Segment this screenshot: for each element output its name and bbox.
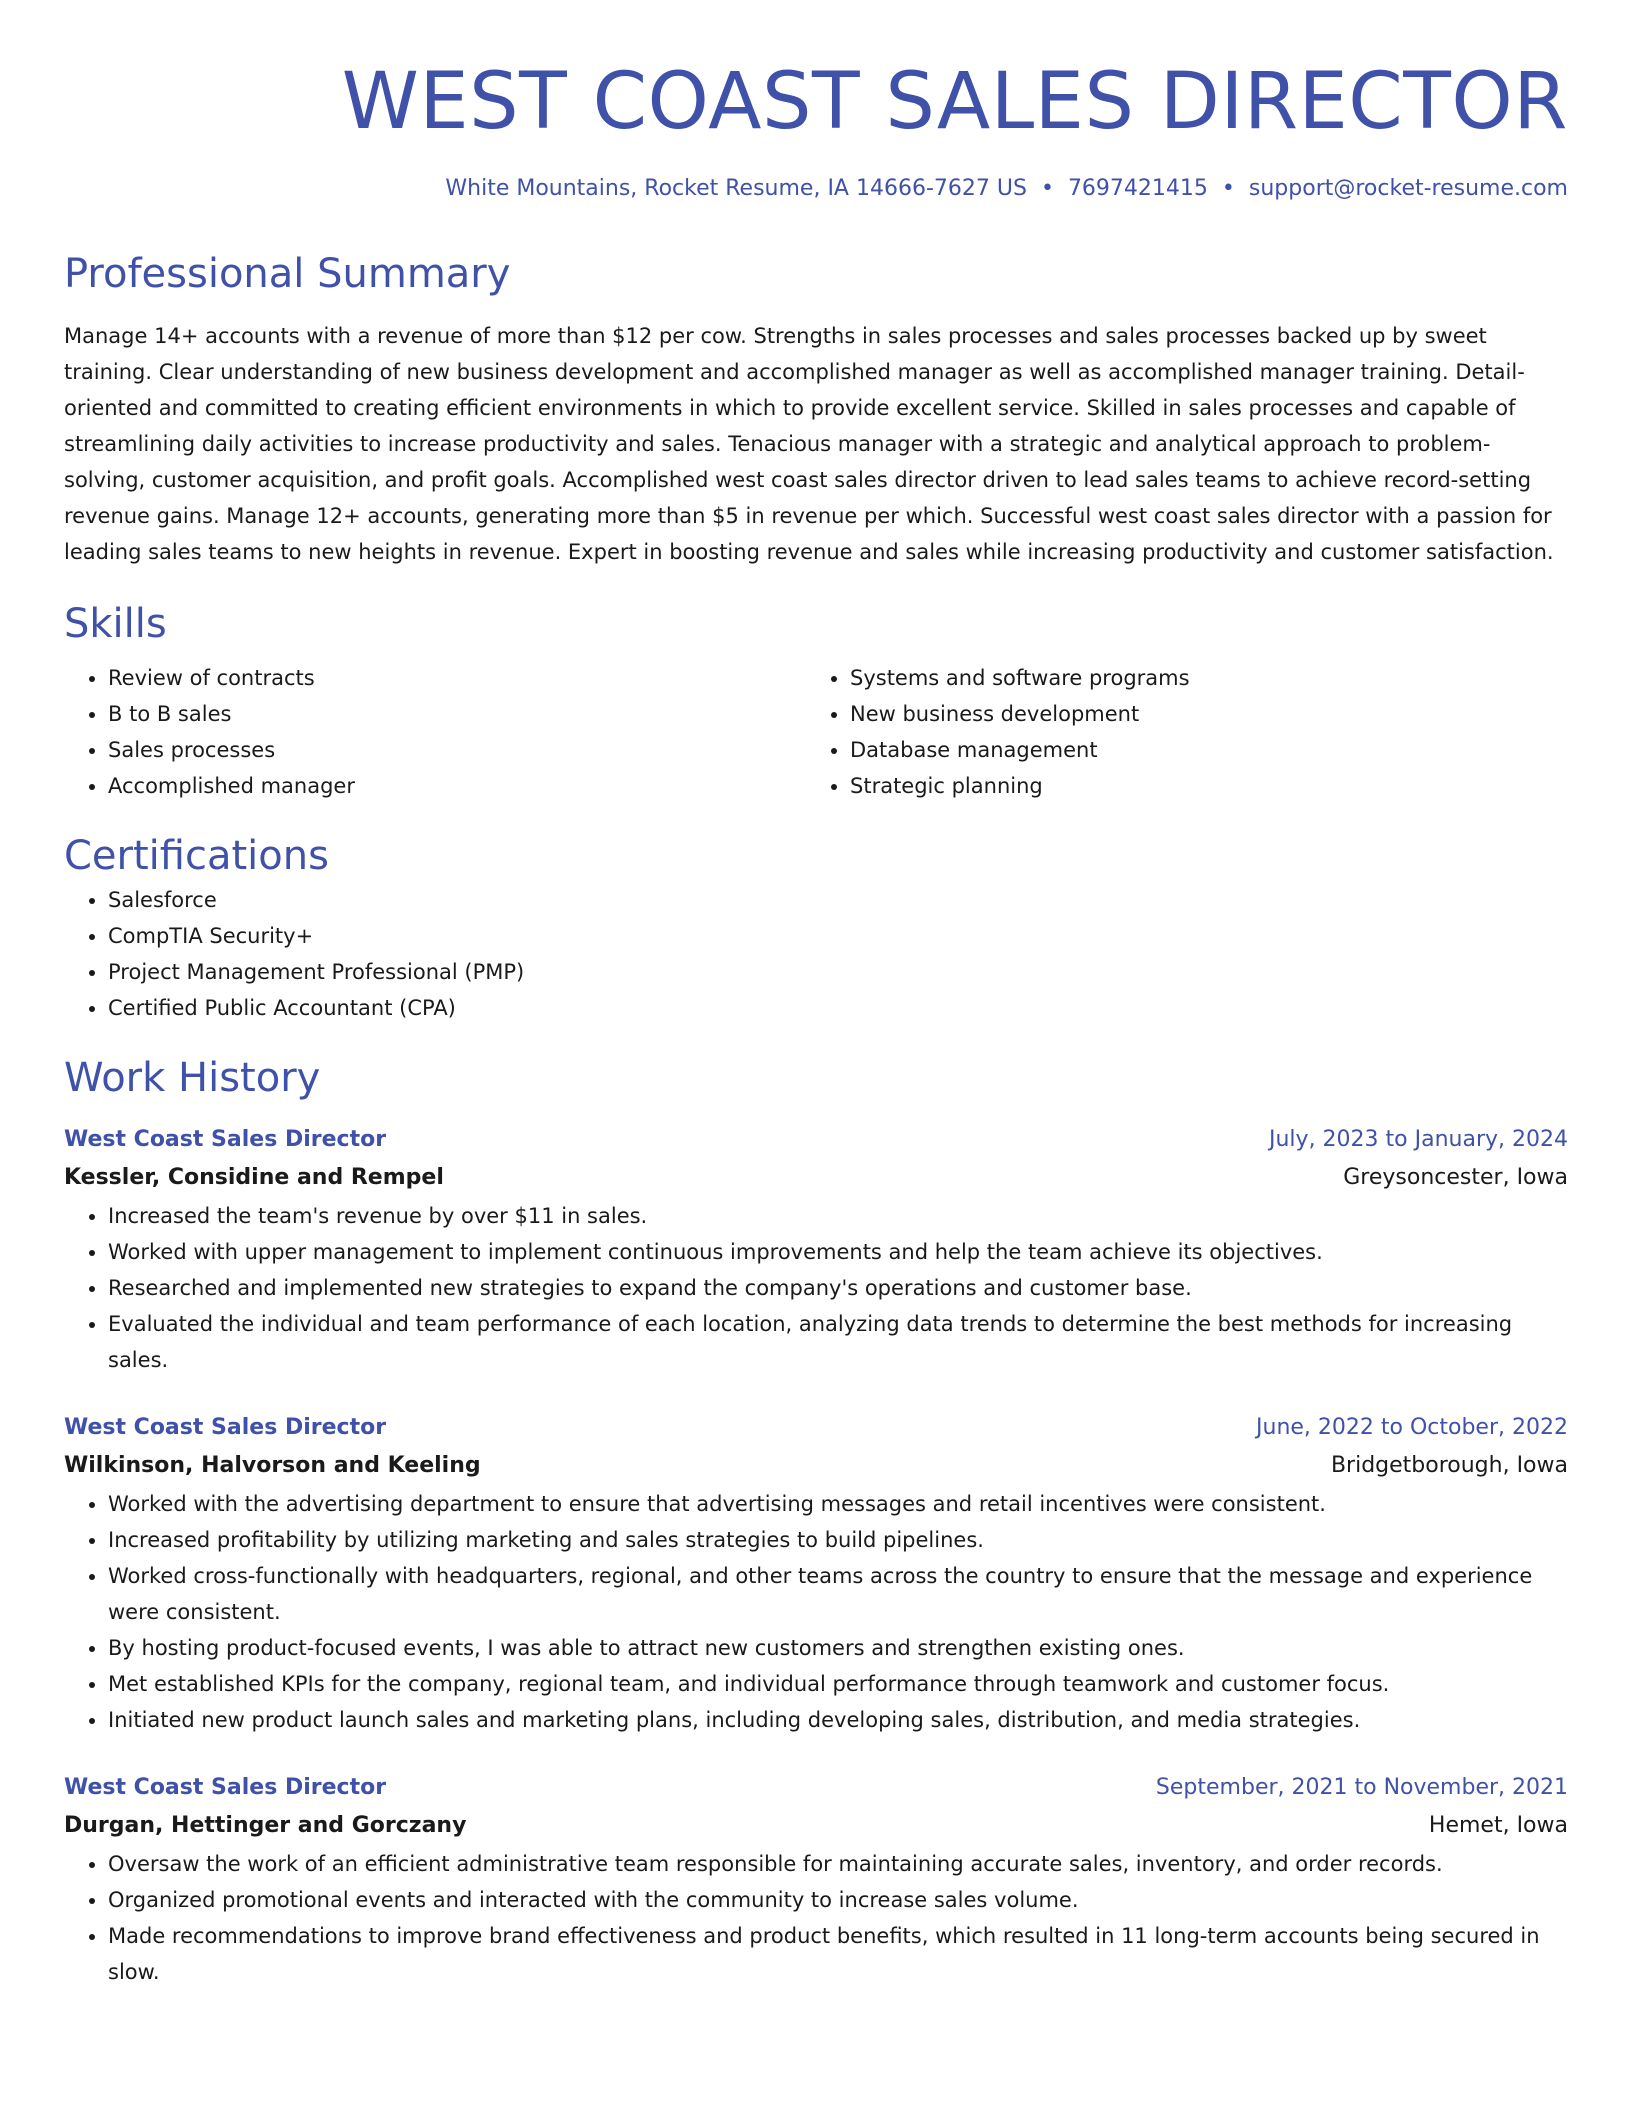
skill-item: • Review of contracts: [108, 660, 806, 696]
job-bullet: • Researched and implemented new strategies to expand the company's operations and customer base.: [108, 1270, 1568, 1306]
job-company-row: [64, 1806, 1568, 1846]
skill-item: • New business development: [850, 696, 1548, 732]
job-title: West Coast Sales Director: [64, 1415, 387, 1440]
contact-address: White Mountains, Rocket Resume, IA 14666-7627 US: [445, 176, 1027, 201]
job-bullet: • Worked with upper management to implement continuous improvements and help the team achieve its objectives.: [108, 1234, 1568, 1270]
job-bullet: • Worked with the advertising department to ensure that advertising messages and retail incentives were consistent.: [108, 1486, 1568, 1522]
job-bullet: • Increased the team's revenue by over $11 in sales.: [108, 1198, 1568, 1234]
certification-item: • Certified Public Accountant (CPA): [108, 990, 1568, 1026]
job-entry: [64, 1122, 1568, 1378]
job-bullet: • Increased profitability by utilizing marketing and sales strategies to build pipelines.: [108, 1522, 1568, 1558]
job-bullet: • Organized promotional events and interacted with the community to increase sales volume.: [108, 1882, 1568, 1918]
job-dates: September, 2021 to November, 2021: [1155, 1775, 1568, 1800]
job-bullets: [64, 1846, 1568, 1990]
skill-item: • Accomplished manager: [108, 768, 806, 804]
job-dates: June, 2022 to October, 2022: [1256, 1415, 1568, 1440]
certification-item: • Project Management Professional (PMP): [108, 954, 1568, 990]
contact-separator: •: [1221, 176, 1235, 201]
summary-text: Manage 14+ accounts with a revenue of more than $12 per cow. Strengths in sales processes and sales processes backed up by sweet training. Clear understanding of new business development and accomplished manager as well as accomplished manager training. Detail-oriented and committed to creating efficient environments in which to provide excellent service. Skilled in sales processes and capable of streamlining daily activities to increase productivity and sales. Tenacious manager with a strategic and analytical approach to problem-solving, customer acquisition, and profit goals. Accomplished west coast sales director driven to lead sales teams to achieve record-setting revenue gains. Manage 12+ accounts, generating more than $5 in revenue per which. Successful west coast sales director with a passion for leading sales teams to new heights in revenue. Expert in boosting revenue and sales while increasing productivity and customer satisfaction.: [64, 324, 1554, 564]
job-location: Bridgetborough, Iowa: [1330, 1453, 1568, 1478]
job-bullet: • Oversaw the work of an efficient administrative team responsible for maintaining accurate sales, inventory, and order records.: [108, 1846, 1568, 1882]
skill-item: • Systems and software programs: [850, 660, 1548, 696]
job-company: Kessler, Considine and Rempel: [64, 1165, 444, 1190]
skills-list-right: [806, 660, 1548, 804]
job-company: Wilkinson, Halvorson and Keeling: [64, 1453, 481, 1478]
job-bullet: • Worked cross-functionally with headquarters, regional, and other teams across the country to ensure that the message and experience were consistent.: [108, 1558, 1568, 1630]
contact-phone: 7697421415: [1067, 176, 1208, 201]
job-title: West Coast Sales Director: [64, 1127, 387, 1152]
job-entry: [64, 1770, 1568, 1990]
skills-column-left: [64, 660, 806, 804]
job-location: Greysoncester, Iowa: [1343, 1165, 1568, 1190]
skills-column-right: [806, 660, 1548, 804]
contact-line: [64, 174, 1568, 204]
job-title-row: [64, 1410, 1568, 1446]
resume-page: [64, 52, 1568, 1990]
contact-separator: •: [1040, 176, 1054, 201]
skill-item: • B to B sales: [108, 696, 806, 732]
job-title-row: [64, 1122, 1568, 1158]
certifications-list: [64, 882, 1568, 1026]
job-bullet: • Evaluated the individual and team performance of each location, analyzing data trends to determine the best methods for increasing sales.: [108, 1306, 1568, 1378]
job-company-row: [64, 1446, 1568, 1486]
job-company: Durgan, Hettinger and Gorczany: [64, 1813, 467, 1838]
job-bullet: • By hosting product-focused events, I was able to attract new customers and strengthen existing ones.: [108, 1630, 1568, 1666]
resume-title: WEST COAST SALES DIRECTOR: [341, 57, 1568, 147]
certification-item: • CompTIA Security+: [108, 918, 1568, 954]
certification-item: • Salesforce: [108, 882, 1568, 918]
job-title: West Coast Sales Director: [64, 1775, 387, 1800]
work-history-section: [64, 1052, 1568, 1990]
skills-grid: [64, 660, 1568, 804]
skills-list-left: [64, 660, 806, 804]
job-company-row: [64, 1158, 1568, 1198]
skill-item: • Database management: [850, 732, 1548, 768]
job-bullet: • Met established KPIs for the company, regional team, and individual performance through teamwork and customer focus.: [108, 1666, 1568, 1702]
contact-email: support@rocket-resume.com: [1248, 176, 1568, 201]
job-bullets: [64, 1486, 1568, 1738]
job-title-row: [64, 1770, 1568, 1806]
skills-heading: Skills: [64, 601, 167, 647]
certifications-section: [64, 830, 1568, 1026]
job-bullet: • Made recommendations to improve brand effectiveness and product benefits, which resulted in 11 long-term accounts being secured in slow.: [108, 1918, 1568, 1990]
job-dates: July, 2023 to January, 2024: [1269, 1127, 1568, 1152]
certifications-heading: Certifications: [64, 833, 329, 879]
summary-heading: Professional Summary: [64, 251, 511, 297]
work-history-heading: Work History: [64, 1055, 321, 1101]
skill-item: • Sales processes: [108, 732, 806, 768]
skills-section: [64, 598, 1568, 804]
job-entry: [64, 1410, 1568, 1738]
summary-section: [64, 248, 1568, 570]
job-bullets: [64, 1198, 1568, 1378]
skill-item: • Strategic planning: [850, 768, 1548, 804]
job-bullet: • Initiated new product launch sales and marketing plans, including developing sales, distribution, and media strategies.: [108, 1702, 1568, 1738]
job-location: Hemet, Iowa: [1428, 1813, 1568, 1838]
